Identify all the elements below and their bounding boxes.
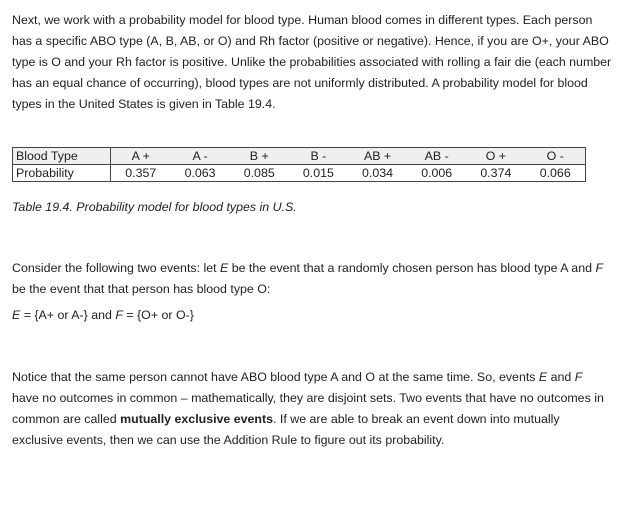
events-text: Consider the following two events: let [12,261,220,275]
blood-type-table [12,147,586,182]
key-term: mutually exclusive events [120,412,274,426]
events-text: be the event that that person has blood type O: [12,282,271,296]
intro-text: Next, we work with a probability model for blood type. Human blood comes in different types. Each person has a specific ABO type (A, B, AB, or O) and Rh factor (positive or negative). Hence, if you are O+, your ABO type is O and your Rh factor is positive. Unlike the probabilities associated with rolling a fair die (each number has an equal chance of occurring), blood types are not uniformly distributed. A probability model for blood types in the United States is given in Table 19.4. [12,13,612,111]
table-cell: A + [111,148,171,165]
table-cell: B + [230,148,289,165]
table-cell: AB + [348,148,407,165]
table-cell: 0.034 [348,165,407,182]
table-cell: AB - [407,148,466,165]
table-cell: B - [289,148,348,165]
notice-text: . If we are able to break an event down into mutually exclusive events, then we can use the Addition Rule to figure out its probability. [12,412,560,447]
event-f: F [595,261,604,275]
event-f: F [115,308,123,322]
event-e: E [12,308,21,322]
row-label: Blood Type [13,148,111,165]
table-cell: 0.063 [171,165,230,182]
notice-text: have no outcomes in common – mathematically, they are disjoint sets. Two events that have no outcomes in common are called [12,391,604,426]
sets-definition [12,305,612,326]
table-cell: 0.357 [111,165,171,182]
table-cell: 0.006 [407,165,466,182]
notice-text: Notice that the same person cannot have ABO blood type A and O at the same time. So, events [12,370,539,384]
event-f: F [574,370,583,384]
table-cell: 0.374 [466,165,525,182]
notice-paragraph [12,367,612,451]
table-cell: O - [525,148,585,165]
event-e: E [220,261,229,275]
intro-paragraph [12,10,612,115]
set-text: = {A+ or A-} and [20,308,116,322]
event-e: E [538,370,548,384]
table-cell: A - [171,148,230,165]
events-text: be the event that a randomly chosen person has blood type A and [228,261,596,275]
table-cell: 0.015 [289,165,348,182]
table-cell: 0.066 [525,165,585,182]
notice-text: and [547,370,575,384]
set-text: = {O+ or O-} [122,308,194,322]
table-cell: 0.085 [230,165,289,182]
events-paragraph [12,258,612,300]
table-row [13,165,586,182]
table-caption: Table 19.4. Probability model for blood types in U.S. [12,200,297,214]
table-cell: O + [466,148,525,165]
table-row [13,148,586,165]
row-label: Probability [13,165,111,182]
